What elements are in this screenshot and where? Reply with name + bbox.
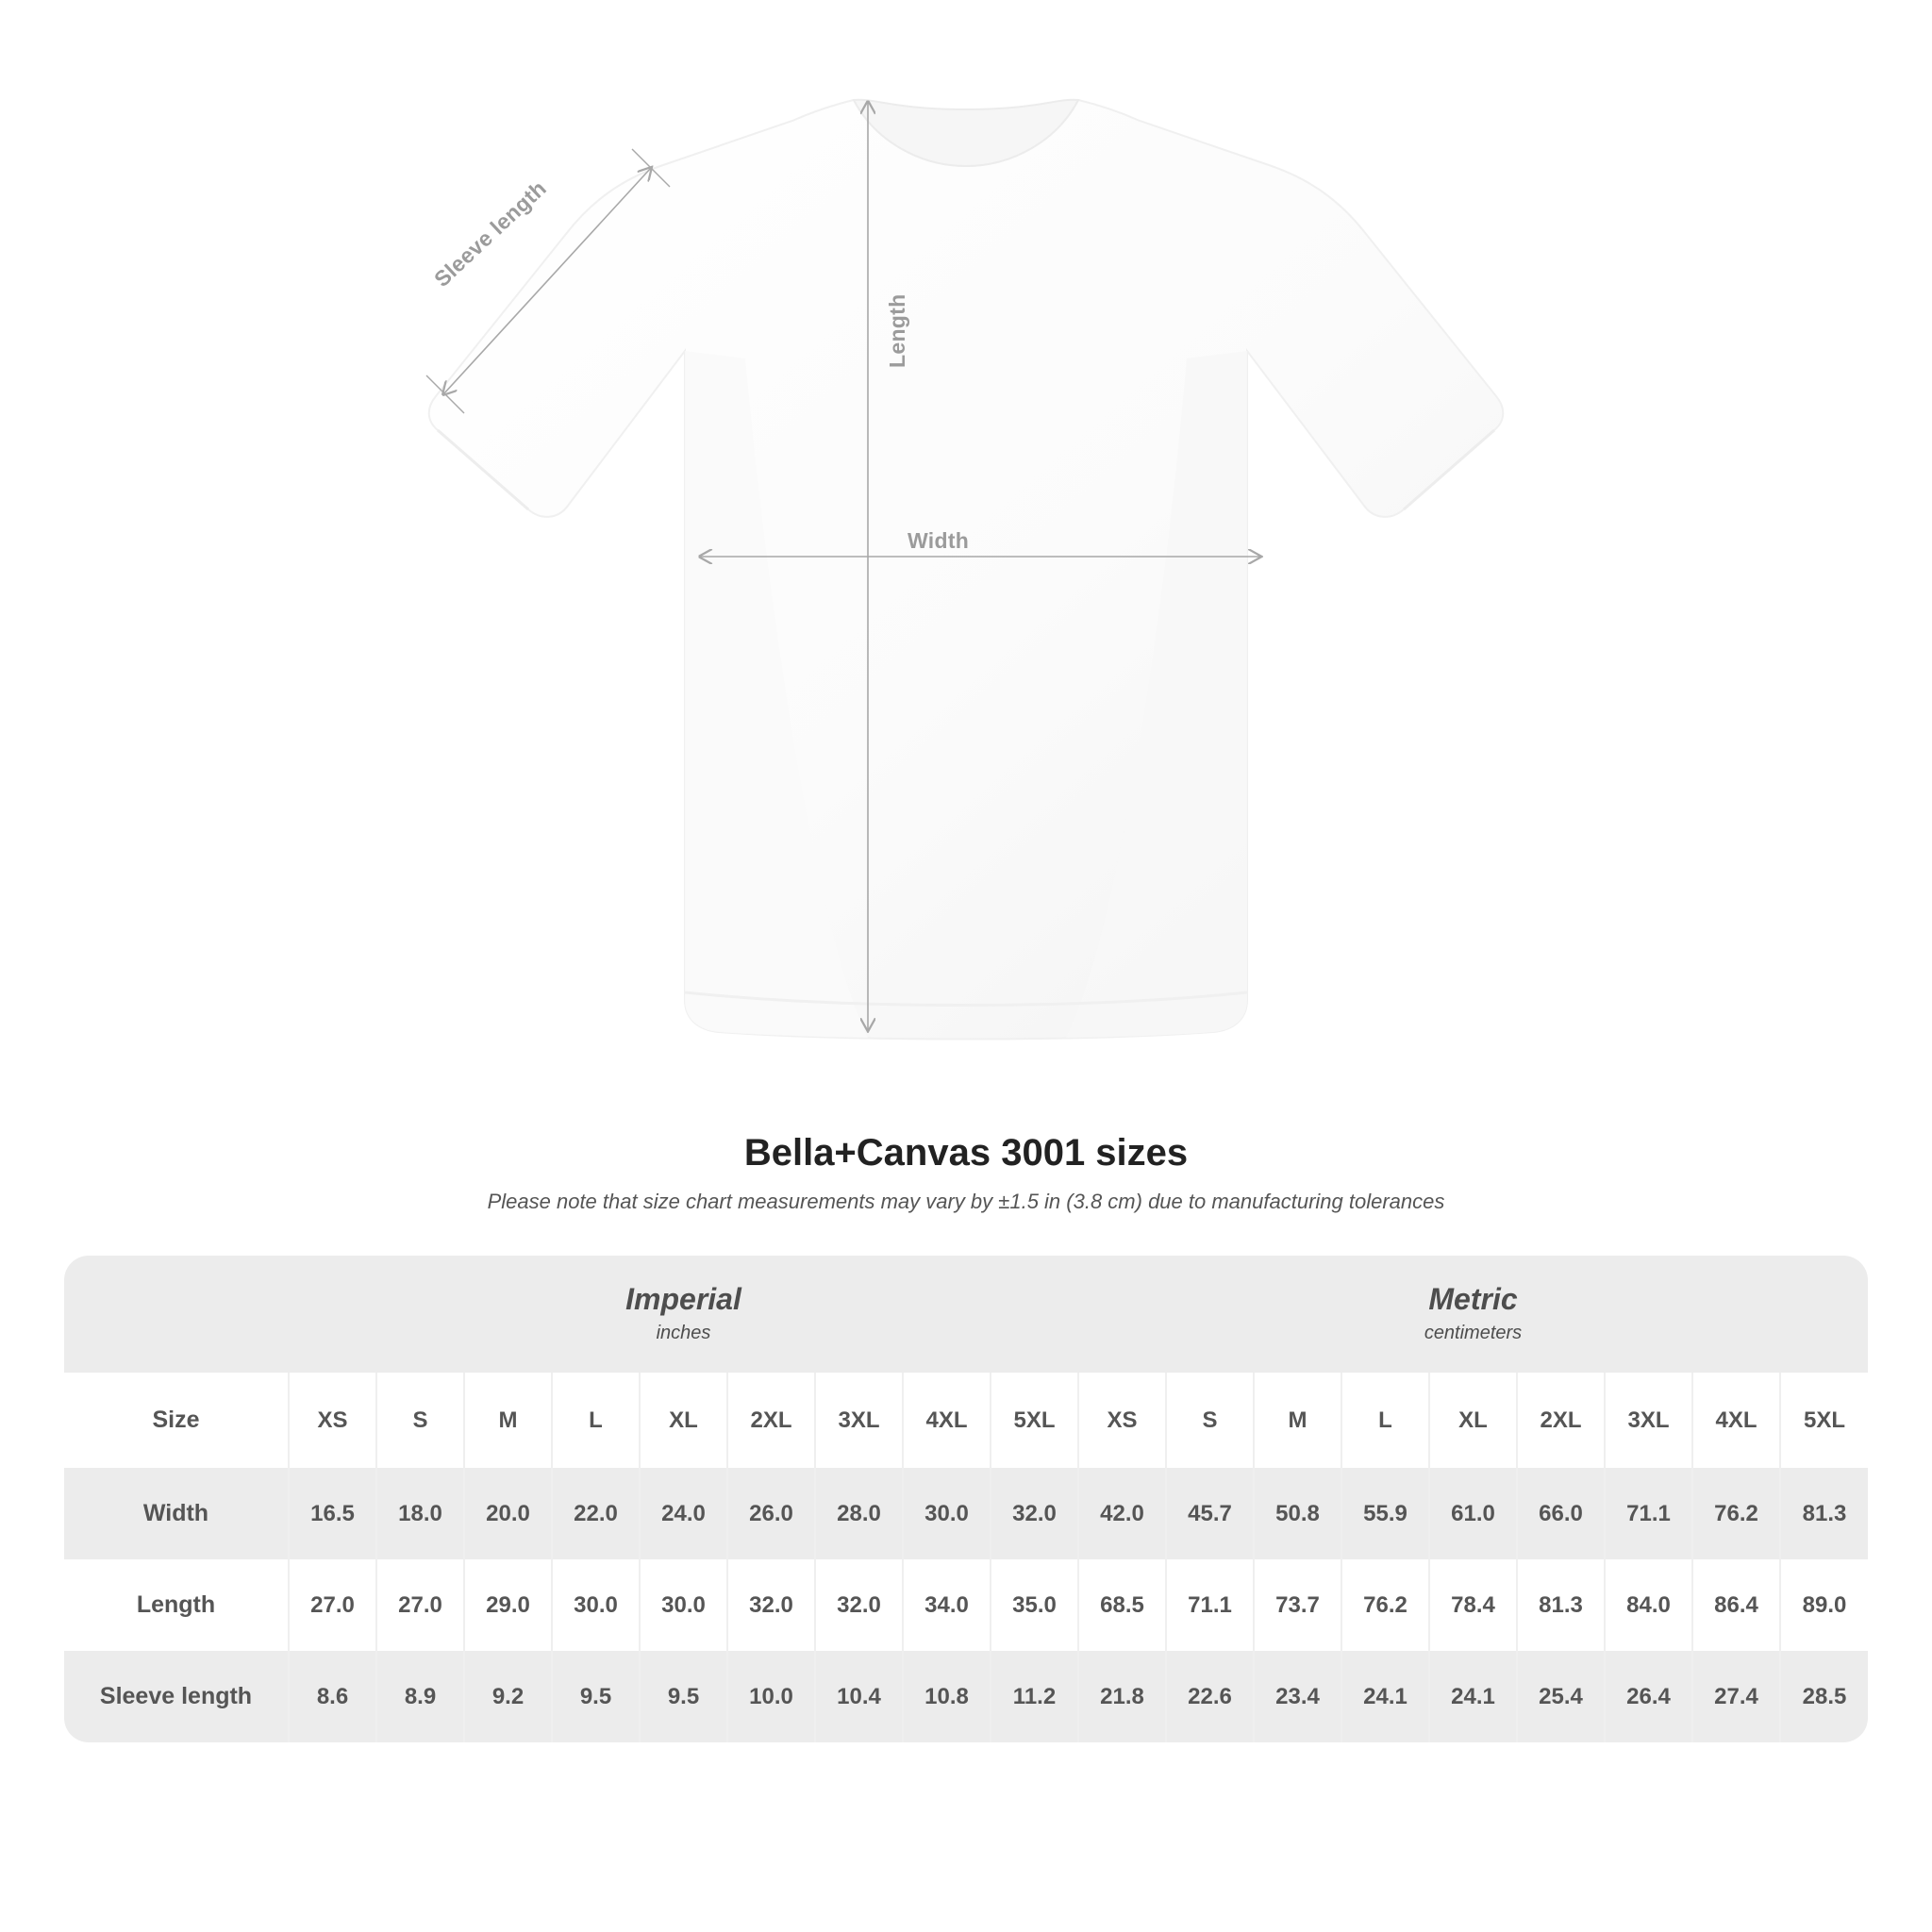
column-header-size-13: XL (1429, 1373, 1517, 1468)
row-label-width: Width (64, 1468, 289, 1559)
column-header-size-16: 4XL (1692, 1373, 1780, 1468)
column-header-size-4: XL (640, 1373, 727, 1468)
cell-length-12: 76.2 (1341, 1559, 1429, 1651)
column-header-size-1: S (376, 1373, 464, 1468)
unit-group-metric-sub: centimeters (1424, 1323, 1523, 1343)
cell-sleeve-5: 10.0 (727, 1651, 815, 1742)
cell-width-12: 55.9 (1341, 1468, 1429, 1559)
cell-width-2: 20.0 (464, 1468, 552, 1559)
cell-sleeve-3: 9.5 (552, 1651, 640, 1742)
cell-sleeve-6: 10.4 (815, 1651, 903, 1742)
cell-length-10: 71.1 (1166, 1559, 1254, 1651)
unit-group-imperial-name: Imperial (625, 1282, 741, 1316)
cell-sleeve-1: 8.9 (376, 1651, 464, 1742)
cell-length-9: 68.5 (1078, 1559, 1166, 1651)
sleeve-length-label: Sleeve length (429, 175, 552, 292)
cell-length-7: 34.0 (903, 1559, 991, 1651)
table-row (64, 1559, 1868, 1651)
cell-sleeve-0: 8.6 (289, 1651, 376, 1742)
cell-sleeve-8: 11.2 (991, 1651, 1078, 1742)
column-header-size-14: 2XL (1517, 1373, 1605, 1468)
unit-band-spacer (64, 1256, 289, 1373)
length-label: Length (885, 293, 909, 368)
size-table-wrapper (64, 1256, 1868, 1742)
row-label-length: Length (64, 1559, 289, 1651)
cell-length-2: 29.0 (464, 1559, 552, 1651)
unit-band-row (64, 1256, 1868, 1373)
column-header-size-8: 5XL (991, 1373, 1078, 1468)
width-label: Width (908, 528, 970, 553)
row-label-sleeve-length: Sleeve length (64, 1651, 289, 1742)
cell-length-17: 89.0 (1780, 1559, 1868, 1651)
unit-group-imperial (289, 1256, 1078, 1373)
shirt-body-shape (429, 100, 1504, 1040)
cell-sleeve-12: 24.1 (1341, 1651, 1429, 1742)
cell-length-0: 27.0 (289, 1559, 376, 1651)
column-header-size-2: M (464, 1373, 552, 1468)
cell-sleeve-10: 22.6 (1166, 1651, 1254, 1742)
cell-length-11: 73.7 (1254, 1559, 1341, 1651)
column-header-size-17: 5XL (1780, 1373, 1868, 1468)
unit-group-metric-name: Metric (1428, 1282, 1518, 1316)
page-subtitle: Please note that size chart measurements may vary by ±1.5 in (3.8 cm) due to manufacturing tolerances (487, 1190, 1445, 1213)
cell-sleeve-4: 9.5 (640, 1651, 727, 1742)
cell-width-17: 81.3 (1780, 1468, 1868, 1559)
cell-width-7: 30.0 (903, 1468, 991, 1559)
cell-width-6: 28.0 (815, 1468, 903, 1559)
cell-sleeve-17: 28.5 (1780, 1651, 1868, 1742)
cell-length-14: 81.3 (1517, 1559, 1605, 1651)
cell-length-1: 27.0 (376, 1559, 464, 1651)
cell-length-5: 32.0 (727, 1559, 815, 1651)
cell-width-3: 22.0 (552, 1468, 640, 1559)
unit-group-metric (1078, 1256, 1868, 1373)
cell-width-1: 18.0 (376, 1468, 464, 1559)
cell-sleeve-14: 25.4 (1517, 1651, 1605, 1742)
column-header-size: Size (64, 1373, 289, 1468)
table-row (64, 1468, 1868, 1559)
column-header-size-7: 4XL (903, 1373, 991, 1468)
cell-width-4: 24.0 (640, 1468, 727, 1559)
column-header-size-6: 3XL (815, 1373, 903, 1468)
cell-width-8: 32.0 (991, 1468, 1078, 1559)
column-header-size-10: S (1166, 1373, 1254, 1468)
cell-width-9: 42.0 (1078, 1468, 1166, 1559)
unit-group-imperial-sub: inches (656, 1323, 711, 1343)
cell-sleeve-2: 9.2 (464, 1651, 552, 1742)
page-title: Bella+Canvas 3001 sizes (743, 1132, 1189, 1174)
cell-length-6: 32.0 (815, 1559, 903, 1651)
column-header-size-15: 3XL (1605, 1373, 1692, 1468)
cell-length-13: 78.4 (1429, 1559, 1517, 1651)
title-block (0, 1132, 1932, 1214)
cell-sleeve-13: 24.1 (1429, 1651, 1517, 1742)
cell-sleeve-9: 21.8 (1078, 1651, 1166, 1742)
cell-width-0: 16.5 (289, 1468, 376, 1559)
cell-sleeve-7: 10.8 (903, 1651, 991, 1742)
cell-length-15: 84.0 (1605, 1559, 1692, 1651)
column-header-size-0: XS (289, 1373, 376, 1468)
column-header-size-12: L (1341, 1373, 1429, 1468)
cell-width-5: 26.0 (727, 1468, 815, 1559)
cell-sleeve-16: 27.4 (1692, 1651, 1780, 1742)
column-header-size-3: L (552, 1373, 640, 1468)
cell-width-13: 61.0 (1429, 1468, 1517, 1559)
cell-width-15: 71.1 (1605, 1468, 1692, 1559)
cell-sleeve-15: 26.4 (1605, 1651, 1692, 1742)
cell-length-16: 86.4 (1692, 1559, 1780, 1651)
size-table (64, 1256, 1868, 1742)
table-row (64, 1651, 1868, 1742)
cell-length-3: 30.0 (552, 1559, 640, 1651)
cell-length-4: 30.0 (640, 1559, 727, 1651)
cell-width-14: 66.0 (1517, 1468, 1605, 1559)
cell-width-10: 45.7 (1166, 1468, 1254, 1559)
cell-width-16: 76.2 (1692, 1468, 1780, 1559)
cell-sleeve-11: 23.4 (1254, 1651, 1341, 1742)
cell-width-11: 50.8 (1254, 1468, 1341, 1559)
table-header-row (64, 1373, 1868, 1468)
column-header-size-5: 2XL (727, 1373, 815, 1468)
column-header-size-9: XS (1078, 1373, 1166, 1468)
cell-length-8: 35.0 (991, 1559, 1078, 1651)
column-header-size-11: M (1254, 1373, 1341, 1468)
